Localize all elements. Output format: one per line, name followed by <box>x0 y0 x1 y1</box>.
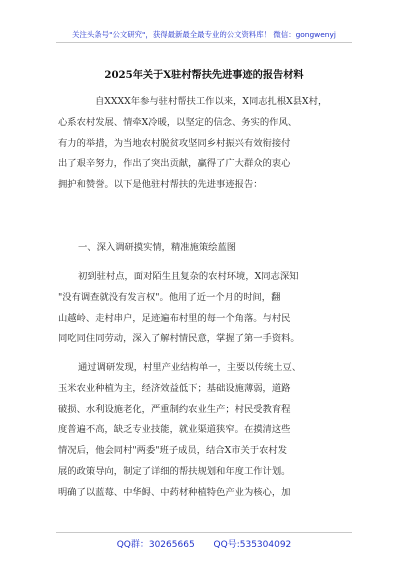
text-line: 自XXXX年参与驻村帮扶工作以来，X同志扎根X县X村， <box>95 96 328 107</box>
text-line: 有力的举措，为当地农村脱贫攻坚同乡村振兴有效衔接付 <box>58 137 291 149</box>
text-line: 展的政策导向，制定了详细的帮扶规划和年度工作计划。 <box>58 465 291 477</box>
text-line: 玉米农业种植为主，经济效益低下；基础设施薄弱，道路 <box>58 382 291 394</box>
body-paragraph-1 <box>58 267 354 350</box>
text-line: "没有调查就没有发言权"。他用了近一个月的时间，翻 <box>58 291 281 303</box>
qq-number: QQ号:535304092 <box>213 540 292 550</box>
intro-paragraph <box>58 92 354 196</box>
qq-group: QQ群：30265665 <box>116 540 195 550</box>
text-line: 山越岭、走村串户，足迹遍布村里的每一个角落。与村民 <box>58 312 291 324</box>
text-line: 通过调研发现，村里产业结构单一，主要以传统土豆、 <box>78 362 302 373</box>
footer-contact <box>0 537 408 550</box>
text-line: 破损、水利设施老化，严重制约农业生产；村民受教育程 <box>58 403 291 415</box>
text-line: 同吃同住同劳动，深入了解村情民意，掌握了第一手资料。 <box>58 333 300 345</box>
document-title: 2025年关于X驻村帮扶先进事迹的报告材料 <box>104 69 304 81</box>
text-line: 情况后，他会同村"两委"班子成员，结合X市关于农村发 <box>58 445 287 457</box>
text-line: 明确了以蓝莓、中华鲟、中药材种植特色产业为核心，加 <box>58 486 291 498</box>
body-paragraph-2 <box>58 358 354 504</box>
header-divider <box>56 42 352 43</box>
text-line: 出了艰辛努力，作出了突出贡献，赢得了广大群众的衷心 <box>58 158 291 170</box>
text-line: 心系农村发展、情牵X冷暖，以坚定的信念、务实的作风、 <box>58 116 298 128</box>
text-line: 拥护和赞誉。以下是他驻村帮扶的先进事迹报告： <box>58 179 263 191</box>
text-line: 度普遍不高，缺乏专业技能，就业渠道狭窄。在摸清这些 <box>58 424 291 436</box>
footer-divider <box>56 532 352 533</box>
section-heading: 一、深入调研摸实情，精准施策绘蓝图 <box>78 242 237 253</box>
header-banner: 关注头条号"公文研究"，获得最新最全最专业的公文资料库！ 微信：gongwenyj <box>72 30 336 39</box>
text-line: 初到驻村点，面对陌生且复杂的农村环境，X同志深知 <box>78 271 299 282</box>
